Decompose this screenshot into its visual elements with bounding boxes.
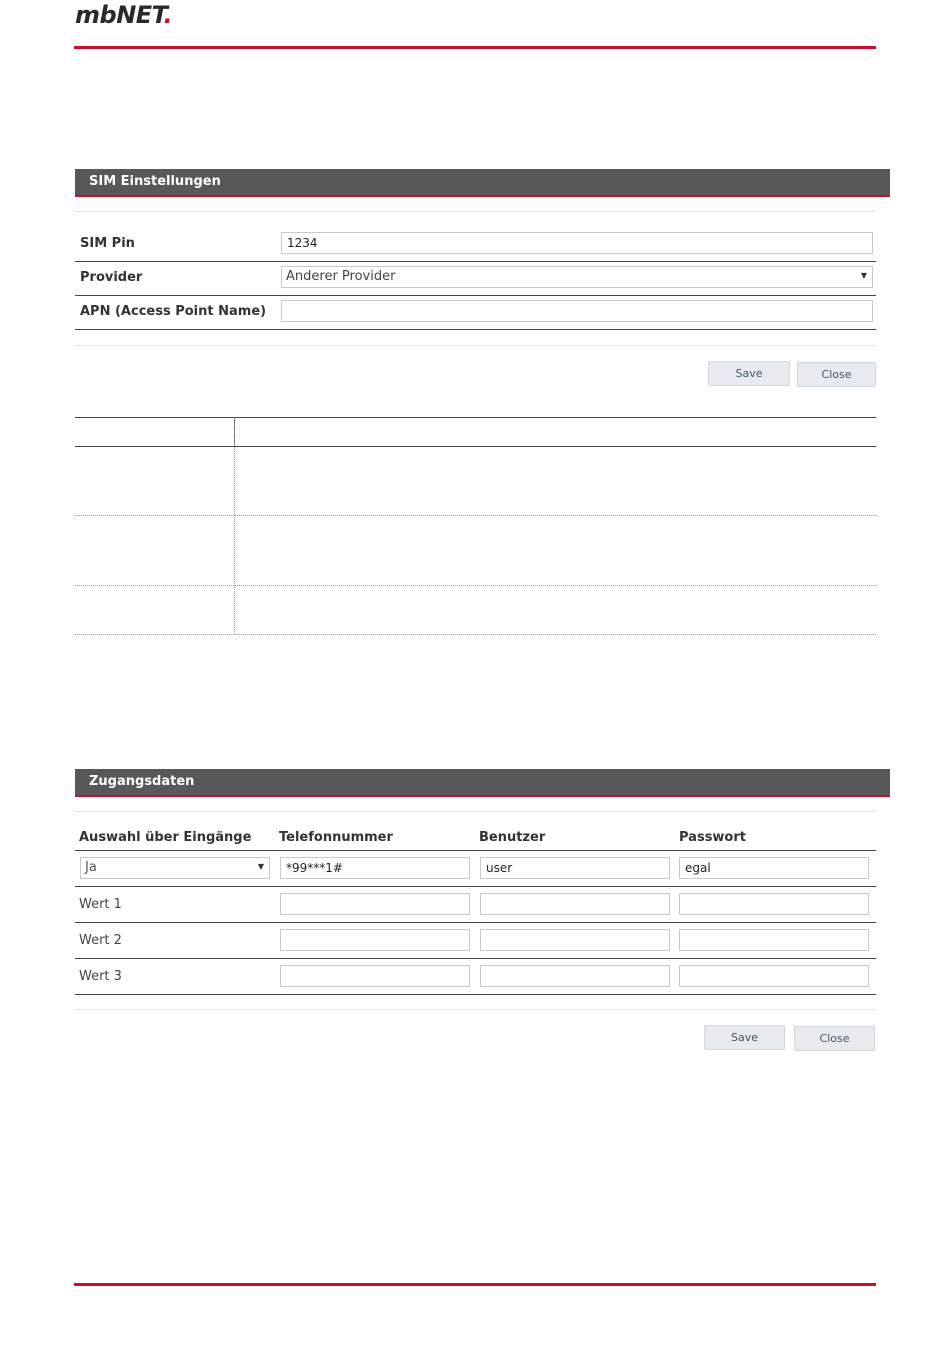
table-row-divider: [75, 634, 876, 635]
provider-select[interactable]: [281, 266, 873, 288]
section-divider: [75, 345, 876, 346]
phone-input[interactable]: [280, 893, 470, 915]
apn-row: [75, 296, 876, 330]
section-divider: [75, 811, 876, 812]
caret-down-icon: ▼: [860, 271, 867, 280]
column-header-phone: Telefonnummer: [279, 830, 393, 845]
provider-select-value: Anderer Provider: [286, 269, 396, 284]
access-save-button[interactable]: Save: [704, 1025, 785, 1050]
user-input[interactable]: [480, 929, 670, 951]
top-divider: [74, 46, 876, 49]
user-input[interactable]: user: [480, 857, 670, 879]
apn-label: APN (Access Point Name): [80, 304, 267, 319]
password-input[interactable]: egal: [679, 857, 869, 879]
table-column-divider: [234, 417, 235, 634]
table-row: [75, 851, 876, 887]
table-top-border: [75, 417, 876, 418]
table-header-separator: [75, 446, 876, 447]
password-input[interactable]: [679, 893, 869, 915]
phone-input[interactable]: *99***1#: [280, 857, 470, 879]
phone-input[interactable]: [280, 965, 470, 987]
password-input[interactable]: [679, 965, 869, 987]
table-row: [75, 887, 876, 923]
column-header-password: Passwort: [679, 830, 746, 845]
caret-down-icon: ▼: [257, 862, 264, 871]
section-divider: [75, 211, 876, 212]
table-row-divider: [75, 515, 876, 516]
provider-label: Provider: [80, 270, 143, 285]
row-label: Wert 1: [79, 897, 122, 912]
sim-settings-header: SIM Einstellungen: [75, 169, 890, 197]
table-row-divider: [75, 585, 876, 586]
sim-save-button[interactable]: Save: [708, 361, 790, 386]
sim-close-button[interactable]: Close: [797, 362, 876, 387]
user-input[interactable]: [480, 965, 670, 987]
column-header-selection: Auswahl über Eingänge: [79, 830, 252, 845]
user-input[interactable]: [480, 893, 670, 915]
provider-row: [75, 262, 876, 296]
apn-input[interactable]: [281, 300, 873, 322]
sim-pin-input[interactable]: 1234: [281, 232, 873, 254]
row-label: Wert 3: [79, 969, 122, 984]
sim-pin-label: SIM Pin: [80, 236, 135, 251]
section-divider: [75, 1009, 876, 1010]
mbnet-logo: mbNET.: [75, 1, 173, 29]
access-data-header: Zugangsdaten: [75, 769, 890, 797]
row-label: Wert 2: [79, 933, 122, 948]
password-input[interactable]: [679, 929, 869, 951]
table-row: [75, 959, 876, 995]
access-close-button[interactable]: Close: [794, 1026, 875, 1051]
input-selection-select[interactable]: [80, 857, 270, 879]
sim-pin-row: [75, 228, 876, 262]
bottom-divider: [74, 1283, 876, 1286]
input-selection-value: Ja: [85, 860, 97, 875]
phone-input[interactable]: [280, 929, 470, 951]
column-header-user: Benutzer: [479, 830, 546, 845]
info-table: [75, 417, 876, 635]
table-row: [75, 923, 876, 959]
